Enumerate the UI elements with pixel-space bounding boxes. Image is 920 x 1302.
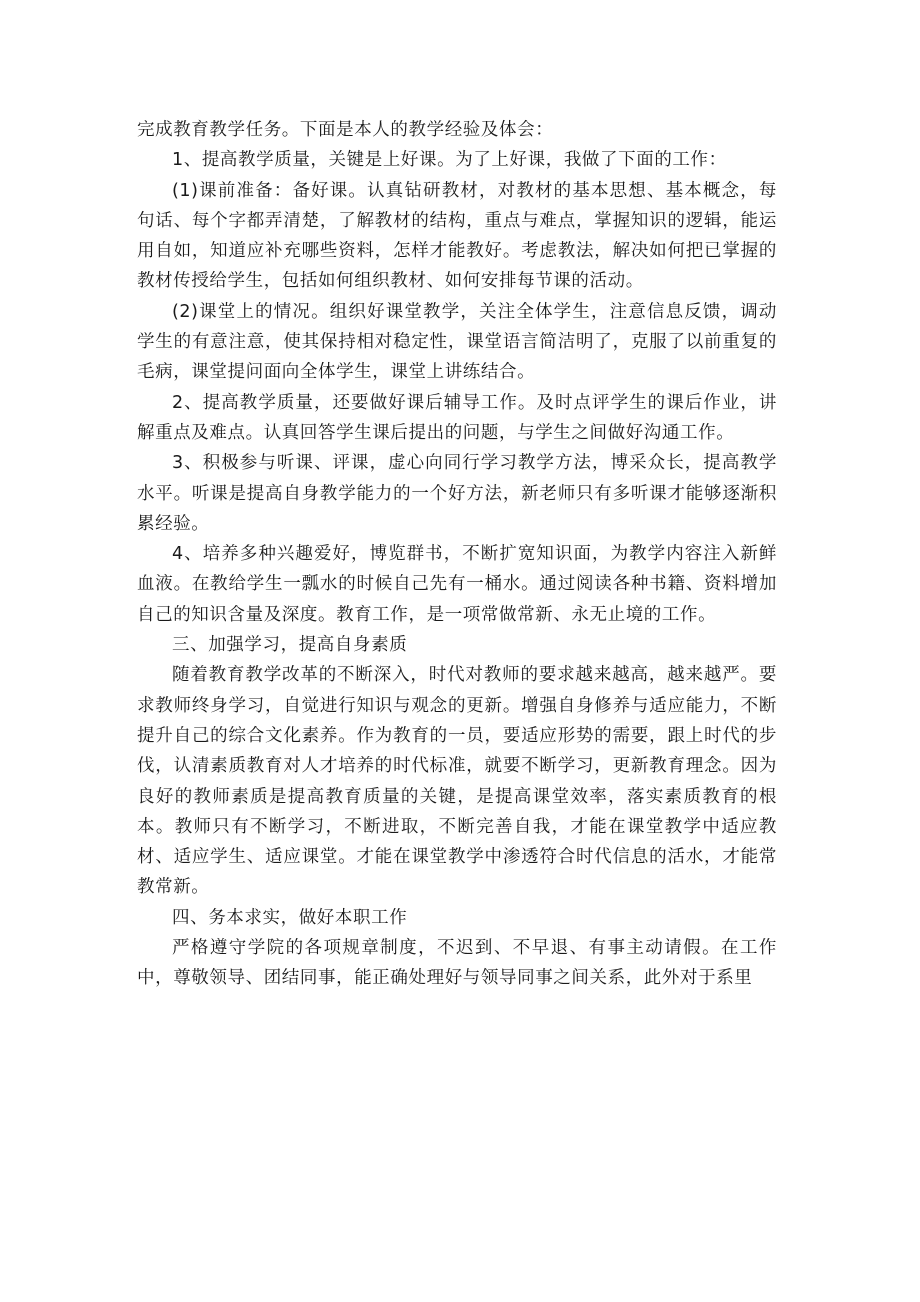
paragraph-study: 随着教育教学改革的不断深入，时代对教师的要求越来越高，越来越严。要求教师终身学习，自觉进行知识与观念的更新。增强自身修养与适应能力，不断提升自己的综合文化素养。作为教育的一员，要适应形势的需要，跟上时代的步伐，认清素质教育对人才培养的时代标准，就要不断学习，更新教育理念。因为良好的教师素质是提高教育质量的关键，是提高课堂效率，落实素质教育的根本。教师只有不断学习，不断进取，不断完善自我，才能在课堂教学中适应教材、适应学生、适应课堂。才能在课堂教学中渗透符合时代信息的活水，才能常教常新。 [137, 665, 777, 898]
paragraph-item-4: 4、培养多种兴趣爱好，博览群书，不断扩宽知识面，为教学内容注入新鲜血液。在教给学生一瓢水的时候自己先有一桶水。通过阅读各种书籍、资料增加自己的知识含量及深度。教育工作，是一项常做常新、永无止境的工作。 [137, 544, 777, 625]
section-heading-4: 四、务本求实，做好本职工作 [172, 907, 408, 928]
paragraph-continuation: 完成教育教学任务。下面是本人的教学经验及体会： [137, 120, 554, 140]
paragraph-item-3: 3、积极参与听课、评课，虚心向同行学习教学方法，博采众长，提高教学水平。听课是提高自身教学能力的一个好方法，新老师只有多听课才能够逐渐积累经验。 [137, 453, 777, 534]
section-heading-3: 三、加强学习，提高自身素质 [172, 635, 408, 656]
document-body [137, 115, 777, 994]
paragraph-item-1: 1、提高教学质量，关键是上好课。为了上好课，我做了下面的工作： [172, 150, 727, 171]
paragraph-item-2: 2、提高教学质量，还要做好课后辅导工作。及时点评学生的课后作业，讲解重点及难点。认真回答学生课后提出的问题，与学生之间做好沟通工作。 [137, 392, 777, 443]
paragraph-classroom-situation: (2)课堂上的情况。组织好课堂教学，关注全体学生，注意信息反馈，调动学生的有意注意，使其保持相对稳定性，课堂语言简洁明了，克服了以前重复的毛病，课堂提问面向全体学生，课堂上讲练结合。 [137, 301, 777, 383]
paragraph-duties: 严格遵守学院的各项规章制度，不迟到、不早退、有事主动请假。在工作中，尊敬领导、团结同事，能正确处理好与领导同事之间关系，此外对于系里 [137, 938, 777, 989]
paragraph-lesson-preparation: (1)课前准备：备好课。认真钻研教材，对教材的基本思想、基本概念，每句话、每个字都弄清楚，了解教材的结构，重点与难点，掌握知识的逻辑，能运用自如，知道应补充哪些资料，怎样才能教好。考虑教法，解决如何把已掌握的教材传授给学生，包括如何组织教材、如何安排每节课的活动。 [137, 180, 777, 292]
